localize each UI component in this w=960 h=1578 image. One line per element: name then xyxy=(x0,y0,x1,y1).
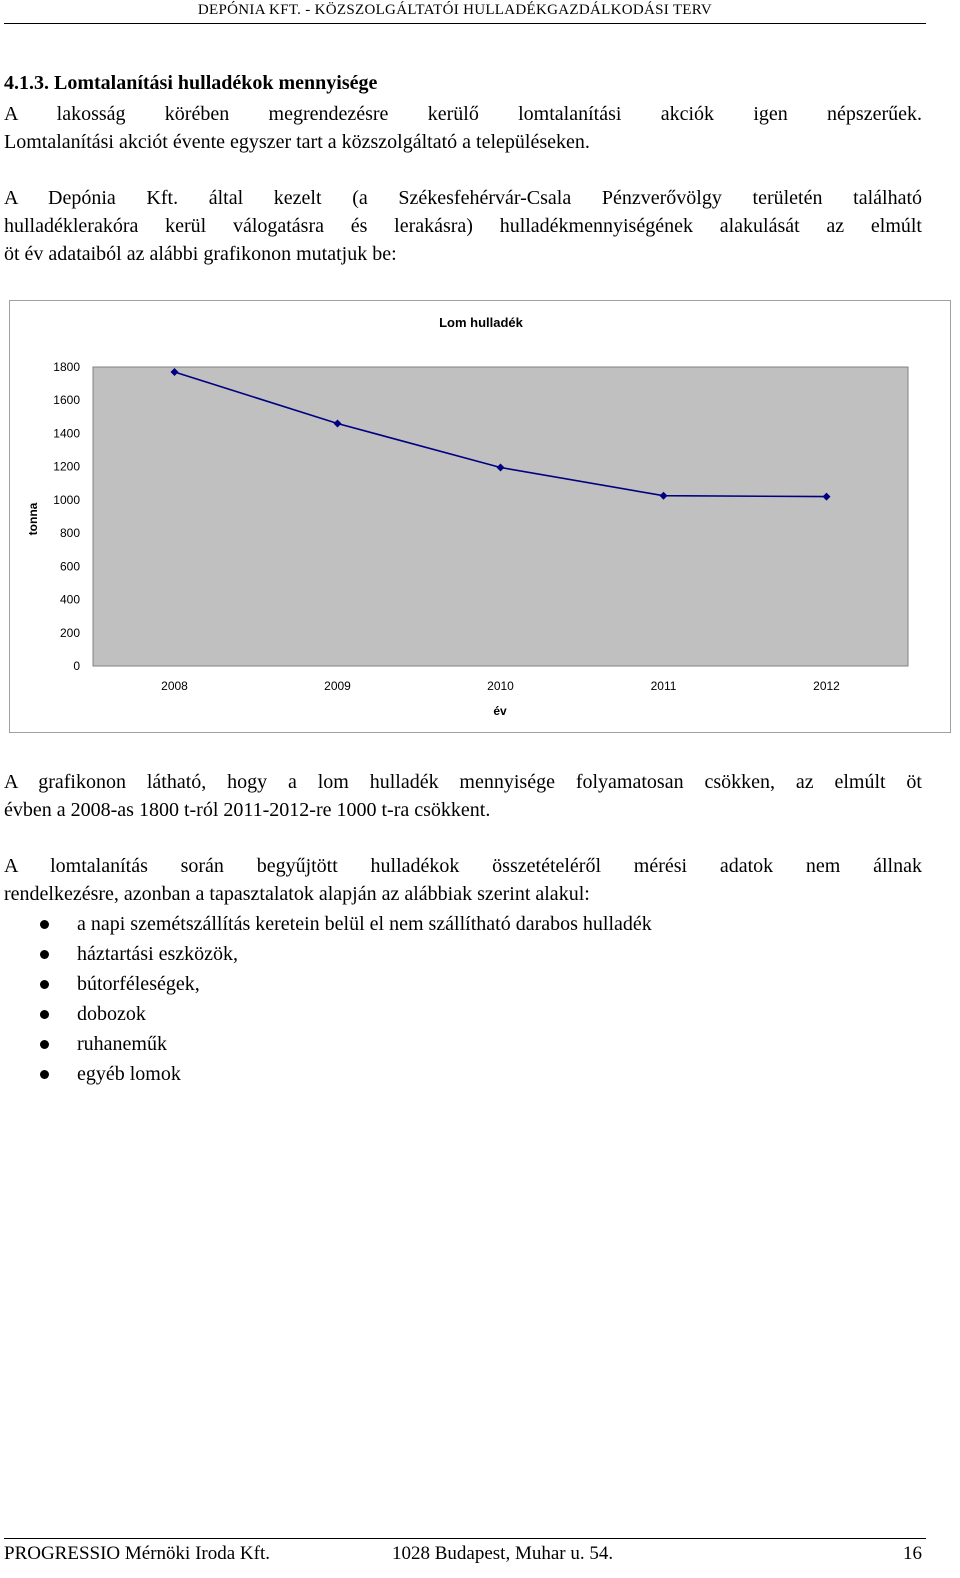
x-axis-ticks xyxy=(161,679,840,693)
x-tick-label: 2009 xyxy=(324,679,351,693)
paragraph-line: évben a 2008-as 1800 t-ról 2011-2012-re 1000 t-ra csökkent. xyxy=(4,799,491,821)
y-tick-label: 1600 xyxy=(53,393,80,408)
paragraph-line: hulladéklerakóra kerül válogatásra és lerakásra) hulladékmennyiségének alakulását az elmúlt xyxy=(4,215,922,237)
page-number: 16 xyxy=(903,1543,922,1564)
running-header: DEPÓNIA KFT. - KÖZSZOLGÁLTATÓI HULLADÉKGAZDÁLKODÁSI TERV xyxy=(197,2,712,18)
composition-list xyxy=(36,910,652,1090)
paragraph-composition xyxy=(4,852,922,908)
paragraph-line: A grafikonon látható, hogy a lom hulladék mennyisége folyamatosan csökken, az elmúlt öt xyxy=(4,771,922,793)
x-tick-label: 2012 xyxy=(813,679,840,693)
y-tick-label: 1400 xyxy=(53,426,80,441)
list-item-text: a napi szemétszállítás keretein belül el nem szállítható darabos hulladék xyxy=(77,913,652,935)
y-tick-label: 600 xyxy=(59,559,80,574)
list-item xyxy=(36,970,652,1000)
list-item-text: ruhaneműk xyxy=(77,1033,167,1055)
paragraph-intro xyxy=(4,100,922,156)
bullet-icon xyxy=(40,1040,49,1049)
plot-area xyxy=(93,367,908,666)
list-item xyxy=(36,940,652,970)
y-tick-label: 200 xyxy=(59,625,80,640)
y-tick-label: 0 xyxy=(73,659,80,673)
line-chart xyxy=(10,301,950,732)
bullet-icon xyxy=(40,980,49,989)
list-item-text: háztartási eszközök, xyxy=(77,943,239,965)
x-axis-label: év xyxy=(493,704,507,718)
list-item-text: bútorféleségek, xyxy=(77,973,200,995)
paragraph-line: rendelkezésre, azonban a tapasztalatok alapján az alábbiak szerint alakul: xyxy=(4,883,590,905)
footer-address: 1028 Budapest, Muhar u. 54. xyxy=(392,1543,614,1564)
paragraph-line: Lomtalanítási akciót évente egyszer tart a közszolgáltató a településeken. xyxy=(4,131,590,153)
paragraph-line: A Depónia Kft. által kezelt (a Székesfehérvár-Csala Pénzverővölgy területén található xyxy=(4,187,922,209)
bullet-icon xyxy=(40,1010,49,1019)
chart-title: Lom hulladék xyxy=(439,315,523,330)
footer-company: PROGRESSIO Mérnöki Iroda Kft. xyxy=(4,1543,270,1564)
footer-divider xyxy=(4,1538,926,1539)
y-tick-label: 1200 xyxy=(53,459,80,474)
list-item-text: egyéb lomok xyxy=(77,1063,181,1085)
list-item xyxy=(36,1060,652,1090)
section-heading: 4.1.3. Lomtalanítási hulladékok mennyisége xyxy=(4,72,378,94)
paragraph-line: A lomtalanítás során begyűjtött hulladékok összetételéről mérési adatok nem állnak xyxy=(4,855,922,877)
list-item-text: dobozok xyxy=(77,1003,146,1025)
y-axis-ticks xyxy=(53,360,80,673)
bullet-icon xyxy=(40,920,49,929)
bullet-icon xyxy=(40,950,49,959)
x-tick-label: 2008 xyxy=(161,679,188,693)
y-axis-label: tonna xyxy=(26,502,40,536)
y-tick-label: 1000 xyxy=(53,492,80,507)
y-tick-label: 800 xyxy=(59,526,80,541)
paragraph-line: A lakosság körében megrendezésre kerülő lomtalanítási akciók igen népszerűek. xyxy=(4,103,922,125)
bullet-icon xyxy=(40,1070,49,1079)
x-tick-label: 2011 xyxy=(650,679,677,693)
paragraph-chart-summary xyxy=(4,768,922,824)
chart-frame xyxy=(9,300,951,733)
paragraph-line: öt év adataiból az alábbi grafikonon mutatjuk be: xyxy=(4,243,397,265)
list-item xyxy=(36,1030,652,1060)
header-divider xyxy=(4,23,926,24)
x-tick-label: 2010 xyxy=(487,679,514,693)
list-item xyxy=(36,1000,652,1030)
list-item xyxy=(36,910,652,940)
y-tick-label: 1800 xyxy=(53,360,80,374)
y-tick-label: 400 xyxy=(59,592,80,607)
paragraph-chart-intro xyxy=(4,184,922,268)
